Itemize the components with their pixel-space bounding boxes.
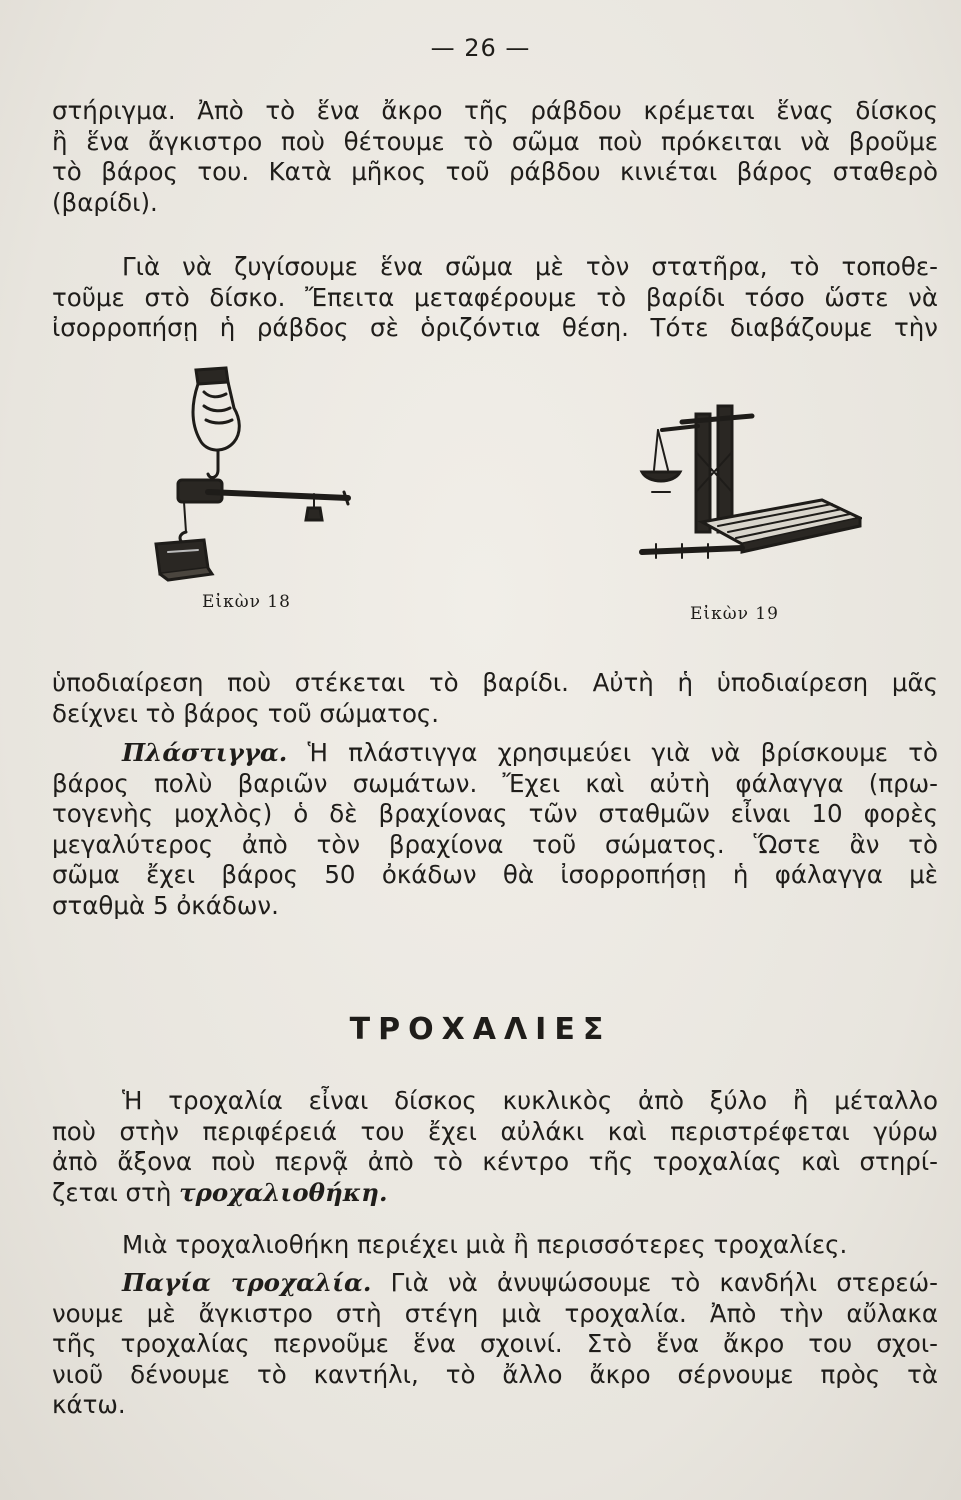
text-fragment: ζεται στὴ xyxy=(52,1177,172,1207)
text-line: βάρος πολὺ βαριῶν σωμάτων. Ἔχει καὶ αὐτὴ φάλαγγα (πρω- xyxy=(52,768,938,798)
text-line: τῆς τροχαλίας περνοῦμε ἕνα σχοινί. Στὸ ἕνα ἄκρο του σχοι- xyxy=(52,1329,938,1358)
text-line: μεγαλύτερος ἀπὸ τὸν βραχίονα τοῦ σώματος. Ὥστε ἂν τὸ xyxy=(52,829,938,859)
text-line: σταθμὰ 5 ὀκάδων. xyxy=(52,890,279,920)
paragraph-pulley-definition xyxy=(52,1086,938,1208)
paragraph-platform-scale xyxy=(52,738,938,921)
paragraph-fixed-pulley xyxy=(52,1268,938,1421)
text-line: τὸ βάρος του. Κατὰ μῆκος τοῦ ράβδου κινιέται βάρος σταθερὸ xyxy=(52,157,938,186)
paragraph-steelyard-description xyxy=(52,96,938,218)
text-line: ὑποδιαίρεση ποὺ στέκεται τὸ βαρίδι. Αὐτὴ ἡ ὑποδιαίρεση μᾶς xyxy=(52,668,938,697)
term-plastigga: Πλάστιγγα. xyxy=(122,738,288,767)
text-line xyxy=(52,738,938,769)
text-line: ἀπὸ ἄξονα ποὺ περνᾷ ἀπὸ τὸ κέντρο τῆς τροχαλίας καὶ στηρί- xyxy=(52,1147,938,1176)
paragraph-weighing-method xyxy=(52,252,938,344)
term-fixed-pulley: Παγία τροχαλία. xyxy=(122,1268,372,1297)
term-trochaliothiki: τροχαλιοθήκη. xyxy=(179,1177,388,1207)
text-line: κάτω. xyxy=(52,1390,126,1419)
text-line: δείχνει τὸ βάρος τοῦ σώματος. xyxy=(52,698,440,728)
text-line: ποὺ στὴν περιφέρειά του ἔχει αὐλάκι καὶ περιστρέφεται γύρω xyxy=(52,1116,938,1146)
text-line: νιοῦ δένουμε τὸ καντήλι, τὸ ἄλλο ἄκρο σέρνουμε πρὸς τὰ xyxy=(52,1359,938,1389)
figure-19-platform-scale xyxy=(622,392,862,564)
paragraph-pulley-block xyxy=(52,1230,938,1261)
figure-18-steelyard xyxy=(148,362,358,584)
text-line: τογενὴς μοχλὸς) ὁ δὲ βραχίονας τῶν σταθμῶν εἶναι 10 φορὲς xyxy=(52,799,938,828)
text-fragment: Γιὰ νὰ ἀνυψώσουμε τὸ κανδήλι στερεώ- xyxy=(390,1268,939,1297)
text-line: στήριγμα. Ἀπὸ τὸ ἕνα ἄκρο τῆς ράβδου κρέμεται ἕνας δίσκος xyxy=(52,96,938,125)
text-line xyxy=(52,1178,938,1209)
text-line: τοῦμε στὸ δίσκο. Ἔπειτα μεταφέρουμε τὸ βαρίδι τόσο ὥστε νὰ xyxy=(52,282,938,312)
text-line: Γιὰ νὰ ζυγίσουμε ἕνα σῶμα μὲ τὸν στατῆρα, τὸ τοποθε- xyxy=(122,252,938,281)
figure-19-caption: Εἰκὼν 19 xyxy=(690,604,779,624)
text-line: (βαρίδι). xyxy=(52,187,158,217)
text-line: Μιὰ τροχαλιοθήκη περιέχει μιὰ ἢ περισσότερες τροχαλίες. xyxy=(122,1230,848,1259)
page-number: — 26 — xyxy=(430,34,531,62)
text-line: ἰσορροπήσῃ ἡ ράβδος σὲ ὁριζόντια θέση. Τότε διαβάζουμε τὴν xyxy=(52,313,938,342)
text-fragment: Ἡ πλάστιγγα χρησιμεύει γιὰ νὰ βρίσκουμε τὸ xyxy=(307,738,938,767)
text-line: νουμε μὲ ἄγκιστρο στὴ στέγη μιὰ τροχαλία. Ἀπὸ τὴν αὔλακα xyxy=(52,1298,938,1328)
paragraph-reading-scale xyxy=(52,668,938,729)
figure-18-caption: Εἰκὼν 18 xyxy=(202,592,291,612)
text-line: ἢ ἕνα ἄγκιστρο ποὺ θέτουμε τὸ σῶμα ποὺ πρόκειται νὰ βροῦμε xyxy=(52,126,938,156)
text-line: σῶμα ἔχει βάρος 50 ὀκάδων θὰ ἰσορροπήσῃ ἡ φάλαγγα μὲ xyxy=(52,860,938,889)
section-heading-pulleys: ΤΡΟΧΑΛΙΕΣ xyxy=(349,1012,612,1047)
text-line xyxy=(52,1268,938,1299)
text-line: Ἡ τροχαλία εἶναι δίσκος κυκλικὸς ἀπὸ ξύλο ἢ μέταλλο xyxy=(122,1086,938,1115)
